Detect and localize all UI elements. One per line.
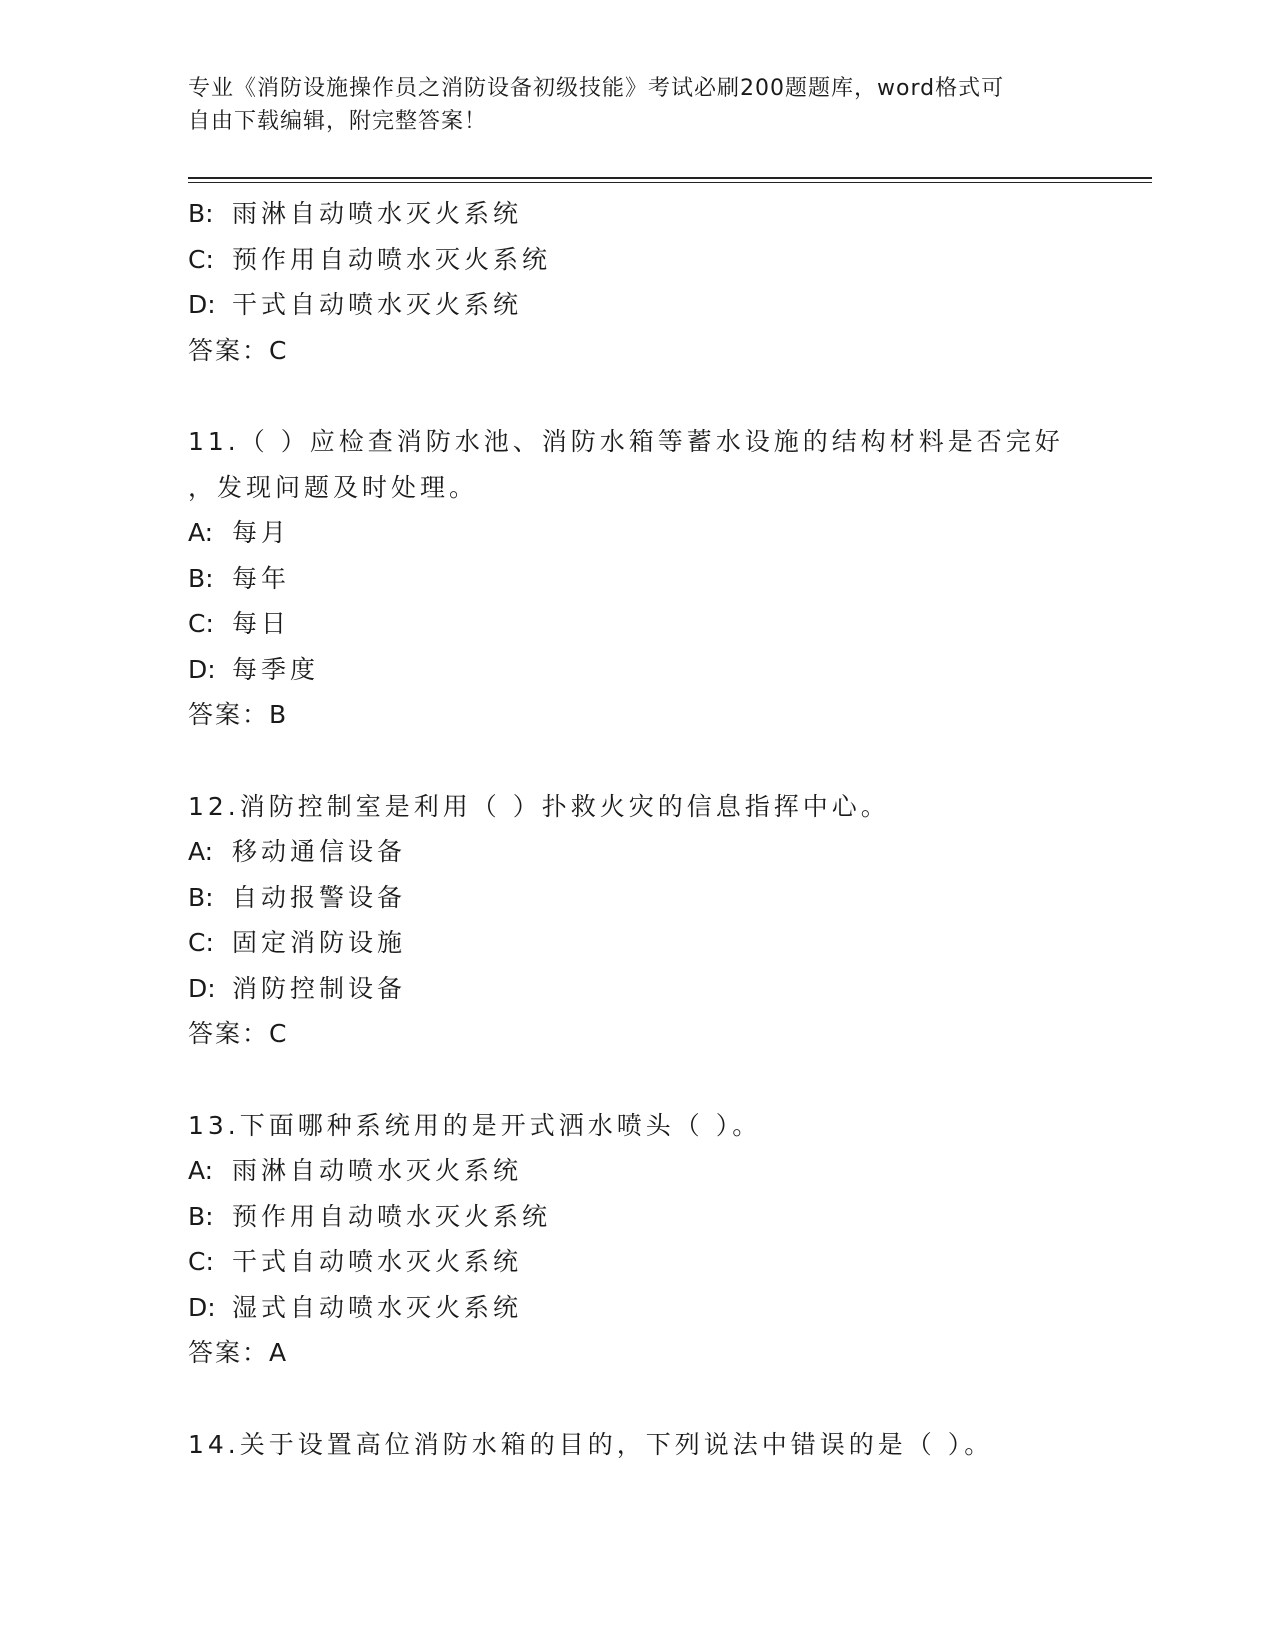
option-d: D: 干式自动喷水灭火系统: [188, 290, 523, 319]
option-b: B: 预作用自动喷水灭火系统: [188, 1201, 552, 1231]
question-stem-continued: ，发现问题及时处理。: [188, 472, 479, 502]
option-d: D: 湿式自动喷水灭火系统: [188, 1292, 523, 1322]
question-list: [188, 191, 1088, 1467]
question-14: [188, 1422, 1088, 1468]
document-header: [188, 72, 1088, 138]
option-c: C: 固定消防设施: [188, 928, 407, 957]
header-rule-thin: [188, 182, 1152, 183]
question-stem: 13.下面哪种系统用的是开式洒水喷头（ ）。: [188, 1110, 762, 1140]
option-c: C: 预作用自动喷水灭火系统: [188, 244, 552, 274]
option-c: C: 每日: [188, 609, 291, 638]
answer: 答案：C: [188, 1019, 289, 1048]
option-b: B: 雨淋自动喷水灭火系统: [188, 199, 523, 228]
option-d: D: 每季度: [188, 654, 320, 684]
option-c: C: 干式自动喷水灭火系统: [188, 1247, 523, 1276]
header-line-2: 自由下载编辑，附完整答案！: [188, 109, 488, 134]
question-10-continued: [188, 191, 1088, 373]
option-a: A: 移动通信设备: [188, 837, 407, 866]
question-13: [188, 1103, 1088, 1376]
question-stem: 12.消防控制室是利用（ ）扑救火灾的信息指挥中心。: [188, 791, 890, 821]
option-a: A: 雨淋自动喷水灭火系统: [188, 1156, 523, 1185]
question-12: [188, 784, 1088, 1057]
option-d: D: 消防控制设备: [188, 973, 407, 1003]
option-a: A: 每月: [188, 518, 291, 547]
header-rule-thick: [188, 177, 1152, 179]
answer: 答案：A: [188, 1338, 289, 1367]
answer: 答案：C: [188, 335, 289, 365]
option-b: B: 自动报警设备: [188, 882, 407, 912]
header-line-1: 专业《消防设施操作员之消防设备初级技能》考试必刷200题题库，word格式可: [188, 76, 1005, 101]
answer: 答案：B: [188, 700, 289, 729]
question-stem: 14.关于设置高位消防水箱的目的，下列说法中错误的是（ ）。: [188, 1429, 994, 1459]
question-11: [188, 419, 1088, 738]
question-stem: 11.（ ）应检查消防水池、消防水箱等蓄水设施的结构材料是否完好: [188, 427, 1064, 456]
option-b: B: 每年: [188, 563, 291, 593]
